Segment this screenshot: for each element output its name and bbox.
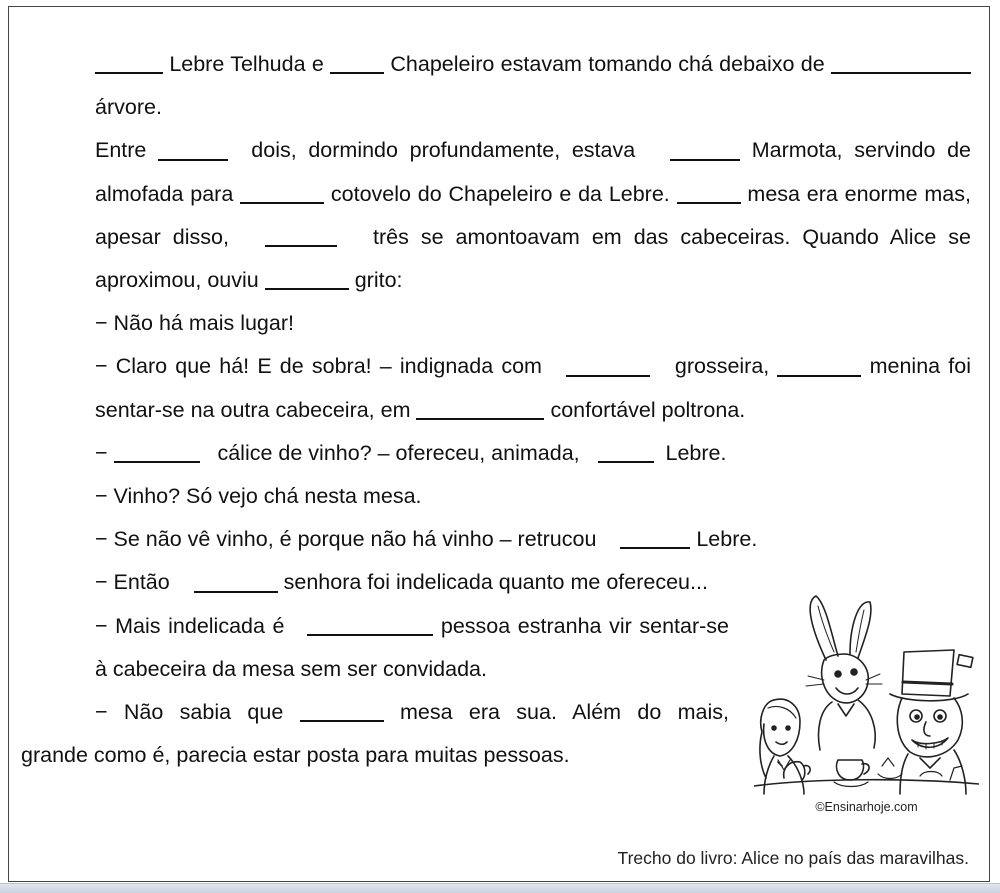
line-13: − Então senhora foi indelicada quanto me ofereceu... [95, 570, 708, 595]
line-8: − Claro que há! E de sobra! – indignada com grosseira, menina foi sentar-se na outra cabeceira, em confortável poltrona. [95, 354, 971, 422]
blank-4[interactable] [158, 137, 228, 161]
blank-11[interactable] [777, 353, 861, 377]
line-3: Entre dois, dormindo profundamente, estava Marmota, servindo de almofada para cotovelo do Chapeleiro e da Lebre. mesa era enorme mas, apesar disso, três se amontoavam em das cabeceiras. Quando Alice se aproximou, ouviu grito: [95, 138, 972, 293]
blank-17[interactable] [307, 612, 433, 636]
blank-1[interactable] [95, 51, 163, 75]
blank-14[interactable] [598, 440, 654, 464]
illustration [754, 590, 979, 822]
worksheet-frame [8, 6, 990, 882]
blank-7[interactable] [677, 180, 741, 204]
line-1: Lebre Telhuda e Chapeleiro estavam tomando chá debaixo de árvore. [21, 43, 971, 129]
blank-5[interactable] [670, 137, 740, 161]
line-10: − cálice de vinho? – ofereceu, animada, Lebre. [95, 440, 727, 465]
line-18: grande como é, parecia estar posta para muitas pessoas. [21, 743, 570, 768]
text-beside-illustration [21, 561, 729, 734]
blank-18[interactable] [300, 699, 384, 723]
line-15: − Mais indelicada é pessoa estranha vir sentar-se à cabeceira da mesa sem ser convidada. [95, 613, 729, 681]
blank-2[interactable] [330, 51, 384, 75]
blank-6[interactable] [240, 180, 324, 204]
blank-15[interactable] [620, 526, 690, 550]
line-17: − Não sabia que mesa era sua. Além do mais, [95, 700, 730, 725]
source-caption: Trecho do livro: Alice no país das maravilhas. [617, 848, 969, 868]
illustration-credit: ©Ensinarhoje.com [815, 800, 918, 814]
blank-10[interactable] [566, 353, 650, 377]
line-12: − Se não vê vinho, é porque não há vinho – retrucou Lebre. [95, 527, 758, 552]
blank-3[interactable] [831, 51, 971, 75]
blank-12[interactable] [416, 396, 544, 420]
blank-8[interactable] [265, 224, 337, 248]
blank-9[interactable] [265, 267, 349, 291]
tea-party-illustration-icon [754, 590, 979, 800]
line-11: − Vinho? Só vejo chá nesta mesa. [95, 484, 422, 509]
blank-16[interactable] [194, 569, 278, 593]
blank-13[interactable] [114, 440, 200, 464]
line-7: − Não há mais lugar! [95, 311, 294, 336]
